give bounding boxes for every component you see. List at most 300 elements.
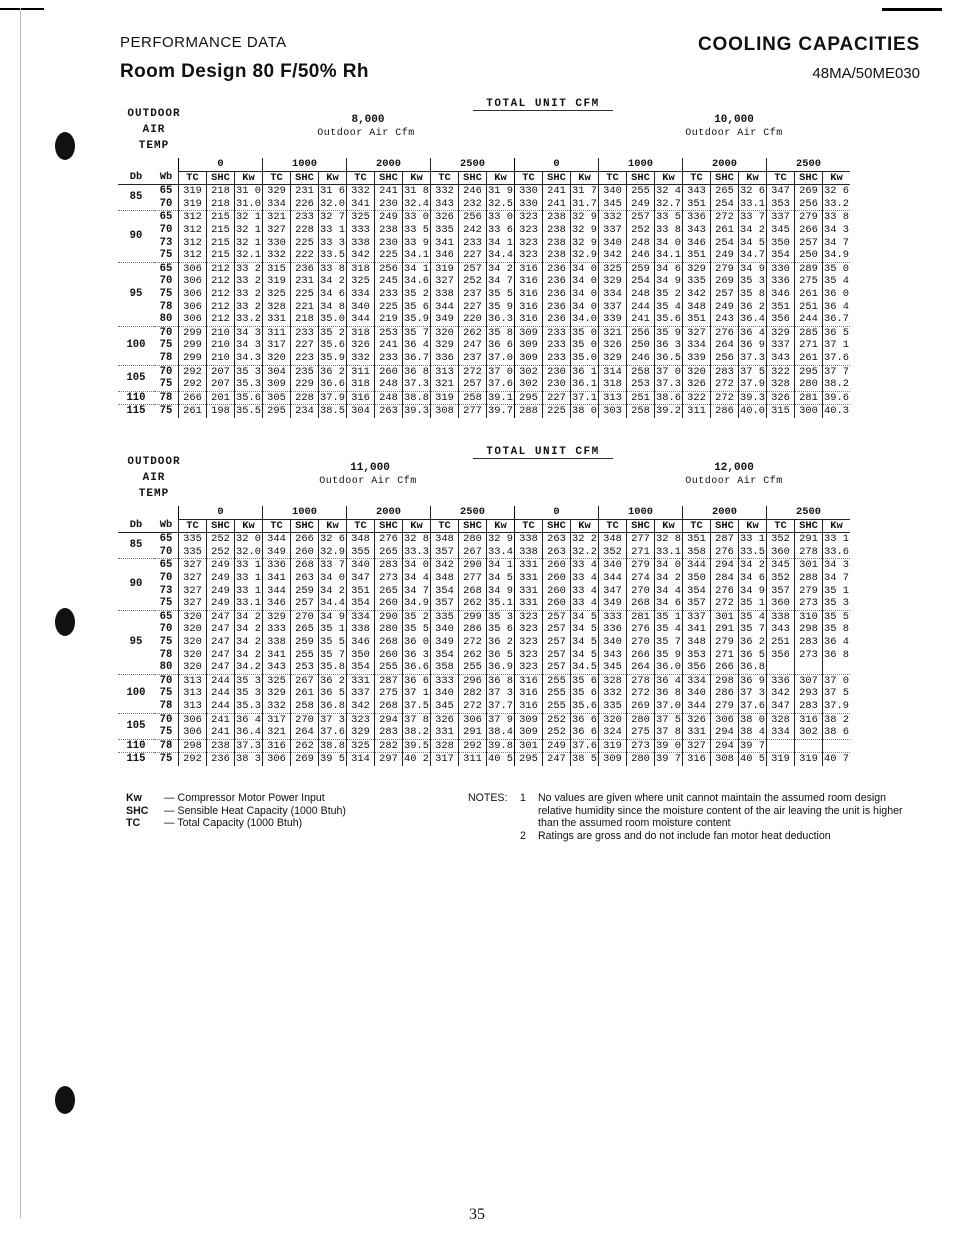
value-cell-kw: 35.6	[320, 339, 345, 352]
value-cell-tc: 337	[767, 339, 795, 352]
value-cell-kw: 36 5	[824, 326, 849, 339]
value-cell-shc: 270	[291, 713, 319, 726]
column-header-kw: Kw	[823, 519, 851, 533]
value-cell-tc: 351	[347, 585, 375, 598]
column-header-row	[118, 519, 850, 533]
value-cell-kw: 34 5	[572, 635, 597, 648]
value-cell-shc: 311	[459, 753, 487, 766]
value-cell-shc: 280	[375, 623, 403, 636]
value-cell-kw: 38.8	[320, 739, 345, 752]
value-cell-kw: 34 7	[404, 584, 429, 597]
value-cell-tc: 251	[767, 636, 795, 649]
value-cell-shc: 284	[711, 572, 739, 585]
value-cell-tc: 320	[179, 636, 207, 649]
value-cell-shc: 244	[627, 301, 655, 314]
value-cell-kw: 35 1	[824, 584, 849, 597]
value-cell-tc: 322	[767, 365, 795, 378]
value-cell-shc: 233	[291, 211, 319, 224]
value-cell-tc: 354	[347, 597, 375, 610]
value-cell-kw: 32.9	[320, 545, 345, 558]
value-cell-tc: 336	[431, 352, 459, 365]
value-cell-tc: 344	[683, 559, 711, 572]
value-cell-shc: 241	[207, 713, 235, 726]
value-cell-tc: 360	[767, 546, 795, 559]
value-cell-shc: 273	[627, 739, 655, 753]
value-cell-tc: 309	[515, 339, 543, 352]
column-header-tc: TC	[179, 171, 207, 185]
value-cell-shc: 280	[795, 378, 823, 391]
value-cell-shc: 269	[291, 753, 319, 766]
value-cell-tc: 326	[683, 378, 711, 391]
table-row	[118, 313, 850, 326]
value-cell-tc: 334	[599, 288, 627, 301]
value-cell-kw: 34 6	[656, 597, 681, 610]
wb-temp-cell: 70	[154, 275, 179, 288]
outdoor-air-cfm-value: 0	[515, 158, 599, 171]
value-cell-tc: 345	[599, 198, 627, 211]
value-cell-kw: 33 1	[740, 533, 765, 546]
value-cell-tc: 341	[347, 198, 375, 211]
outdoor-air-cfm-value: 2500	[431, 506, 515, 519]
value-cell-kw: 36 8	[488, 674, 513, 687]
capacity-table	[118, 158, 850, 418]
value-cell-kw: 36 0	[404, 635, 429, 648]
value-cell-kw: 35 3	[236, 674, 261, 687]
value-cell-tc: 344	[431, 301, 459, 314]
value-cell-shc: 229	[291, 378, 319, 391]
value-cell-shc: 256	[711, 352, 739, 365]
value-cell-shc: 254	[711, 237, 739, 250]
value-cell-kw: 36 4	[656, 674, 681, 687]
value-cell-kw: 34 2	[656, 571, 681, 584]
value-cell-kw: 33 7	[320, 559, 345, 572]
value-cell-tc: 323	[515, 211, 543, 224]
value-cell-kw: 39 7	[740, 739, 765, 752]
value-cell-kw	[823, 661, 851, 674]
value-cell-tc: 309	[515, 713, 543, 726]
value-cell-tc: 319	[767, 753, 795, 766]
value-cell-kw	[823, 739, 851, 753]
value-cell-kw: 33 1	[236, 584, 261, 597]
wb-temp-cell: 70	[154, 713, 179, 726]
value-cell-shc: 261	[291, 687, 319, 700]
column-header-kw: Kw	[655, 519, 683, 533]
value-cell-kw: 35 5	[824, 610, 849, 623]
table-row	[118, 674, 850, 687]
page-number: 35	[469, 1206, 485, 1223]
value-cell-tc: 332	[347, 185, 375, 198]
value-cell-shc: 233	[291, 326, 319, 339]
value-cell-tc: 347	[599, 585, 627, 598]
value-cell-tc: 333	[599, 610, 627, 623]
value-cell-tc: 328	[767, 378, 795, 391]
column-header-kw: Kw	[319, 171, 347, 185]
value-cell-shc: 249	[627, 198, 655, 211]
value-cell-kw: 39.5	[404, 739, 429, 752]
value-cell-shc: 244	[207, 700, 235, 713]
total-unit-cfm-label: TOTAL UNIT CFM	[473, 98, 613, 111]
outdoor-air-cfm-value: 2500	[767, 158, 851, 171]
value-cell-shc: 231	[291, 185, 319, 198]
punch-hole-bottom	[55, 1086, 75, 1114]
value-cell-kw: 34 2	[236, 623, 261, 636]
value-cell-kw: 36 4	[404, 339, 429, 352]
value-cell-kw: 38.6	[656, 391, 681, 404]
value-cell-kw: 34 2	[740, 559, 765, 572]
value-cell-kw: 35 0	[572, 326, 597, 339]
value-cell-shc: 215	[207, 237, 235, 250]
value-cell-shc: 261	[711, 224, 739, 237]
value-cell-kw: 35.8	[320, 661, 345, 674]
value-cell-tc: 335	[431, 610, 459, 623]
value-cell-kw: 34 6	[656, 262, 681, 275]
value-cell-shc: 238	[207, 739, 235, 753]
value-cell-kw: 32 2	[572, 533, 597, 546]
capacity-table	[118, 506, 850, 766]
value-cell-tc: 288	[515, 405, 543, 418]
column-header-shc: SHC	[375, 519, 403, 533]
wb-temp-cell: 70	[154, 546, 179, 559]
value-cell-shc: 255	[459, 661, 487, 674]
value-cell-tc: 349	[599, 597, 627, 610]
value-cell-shc: 247	[207, 661, 235, 674]
value-cell-shc: 252	[543, 726, 571, 739]
value-cell-kw: 34 9	[740, 584, 765, 597]
value-cell-shc: 256	[459, 211, 487, 224]
value-cell-tc: 306	[263, 753, 291, 766]
column-header-db: Db	[118, 519, 154, 533]
value-cell-shc: 275	[375, 687, 403, 700]
value-cell-shc: 236	[543, 301, 571, 314]
value-cell-shc: 238	[543, 237, 571, 250]
value-cell-shc: 257	[795, 237, 823, 250]
column-header-row	[118, 171, 850, 185]
value-cell-tc: 338	[347, 237, 375, 250]
value-cell-tc: 325	[263, 288, 291, 301]
value-cell-kw: 34 0	[320, 571, 345, 584]
value-cell-tc: 349	[263, 546, 291, 559]
value-cell-shc: 255	[543, 700, 571, 713]
value-cell-shc: 252	[543, 713, 571, 726]
value-cell-kw: 37.9	[740, 378, 765, 391]
cfm-value-right: 12,000	[714, 462, 754, 474]
value-cell-kw: 33 2	[236, 287, 261, 300]
value-cell-kw: 31.0	[236, 197, 261, 210]
value-cell-tc: 329	[263, 687, 291, 700]
value-cell-shc: 283	[375, 726, 403, 739]
value-cell-tc: 356	[683, 661, 711, 674]
value-cell-tc: 323	[515, 649, 543, 662]
value-cell-kw: 33.4	[488, 545, 513, 558]
value-cell-tc: 353	[767, 198, 795, 211]
value-cell-shc: 236	[291, 262, 319, 275]
value-cell-shc: 246	[627, 249, 655, 262]
value-cell-kw: 36 1	[572, 365, 597, 378]
value-cell-shc: 269	[711, 275, 739, 288]
value-cell-kw: 35 3	[488, 610, 513, 623]
value-cell-shc: 272	[711, 391, 739, 405]
value-cell-kw: 35 3	[824, 597, 849, 610]
table-row	[118, 597, 850, 610]
value-cell-kw: 37.9	[824, 699, 849, 712]
value-cell-kw: 36.4	[236, 726, 261, 739]
value-cell-shc: 286	[711, 405, 739, 418]
value-cell-kw: 32 6	[320, 533, 345, 546]
value-cell-shc: 276	[627, 623, 655, 636]
value-cell-tc: 347	[767, 700, 795, 713]
value-cell-tc: 340	[431, 623, 459, 636]
wb-temp-cell: 65	[154, 211, 179, 224]
value-cell-kw: 35.6	[656, 313, 681, 326]
value-cell-shc: 274	[627, 572, 655, 585]
value-cell-shc: 272	[459, 636, 487, 649]
value-cell-tc: 292	[179, 365, 207, 378]
value-cell-kw: 36 2	[320, 674, 345, 687]
value-cell-shc: 302	[795, 726, 823, 739]
column-header-kw: Kw	[487, 171, 515, 185]
cfm-value-right: 10,000	[714, 114, 754, 126]
value-cell-shc: 276	[711, 326, 739, 339]
value-cell-shc: 287	[711, 533, 739, 546]
value-cell-kw: 34 0	[572, 275, 597, 288]
table-row	[118, 636, 850, 649]
value-cell-tc: 357	[683, 597, 711, 610]
value-cell-kw: 35 4	[824, 275, 849, 288]
value-cell-kw: 37.3	[656, 378, 681, 391]
value-cell-kw: 33 4	[572, 571, 597, 584]
value-cell-kw: 37 8	[404, 713, 429, 726]
value-cell-tc: 354	[347, 661, 375, 674]
value-cell-tc: 312	[179, 211, 207, 224]
value-cell-shc: 227	[291, 339, 319, 352]
value-cell-kw: 36.8	[740, 661, 765, 674]
value-cell-kw: 33.1	[656, 545, 681, 558]
column-header-shc: SHC	[711, 171, 739, 185]
value-cell-kw: 37 0	[824, 674, 849, 687]
value-cell-tc: 343	[599, 649, 627, 662]
value-cell-shc: 267	[291, 674, 319, 687]
value-cell-kw: 32.2	[572, 545, 597, 558]
value-cell-shc: 250	[627, 339, 655, 352]
value-cell-shc: 212	[207, 313, 235, 326]
value-cell-kw: 33 7	[740, 211, 765, 224]
value-cell-kw: 34 8	[320, 300, 345, 313]
value-cell-tc: 306	[179, 713, 207, 726]
value-cell-kw: 35 1	[656, 610, 681, 623]
value-cell-tc: 341	[431, 237, 459, 250]
value-cell-shc: 250	[795, 249, 823, 262]
column-header-shc: SHC	[711, 519, 739, 533]
value-cell-tc: 340	[347, 301, 375, 314]
value-cell-shc: 271	[711, 649, 739, 662]
value-cell-kw: 39 0	[656, 739, 681, 752]
value-cell-shc: 278	[627, 674, 655, 687]
value-cell-tc: 343	[767, 623, 795, 636]
value-cell-tc: 330	[515, 198, 543, 211]
value-cell-shc: 252	[459, 275, 487, 288]
value-cell-kw: 31 0	[236, 185, 261, 198]
page-title: Room Design 80 F/50% Rh	[120, 61, 369, 82]
value-cell-tc: 327	[431, 275, 459, 288]
value-cell-kw: 32.1	[236, 249, 261, 262]
value-cell-tc: 334	[683, 339, 711, 352]
corner-mark-left	[0, 8, 44, 10]
value-cell-tc: 350	[683, 572, 711, 585]
value-cell-tc: 261	[179, 405, 207, 418]
value-cell-shc: 236	[207, 753, 235, 766]
value-cell-kw: 36 8	[824, 648, 849, 661]
value-cell-tc: 331	[515, 585, 543, 598]
value-cell-shc: 301	[711, 610, 739, 623]
value-cell-shc: 262	[459, 597, 487, 610]
value-cell-shc: 264	[291, 726, 319, 739]
value-cell-kw: 35 5	[404, 623, 429, 636]
value-cell-kw: 33 1	[236, 559, 261, 572]
column-header-shc: SHC	[627, 519, 655, 533]
value-cell-tc: 344	[263, 585, 291, 598]
column-header-kw: Kw	[739, 519, 767, 533]
value-cell-shc: 257	[543, 636, 571, 649]
value-cell-shc: 225	[543, 405, 571, 418]
value-cell-kw: 34.4	[488, 249, 513, 262]
value-cell-tc: 306	[179, 262, 207, 275]
value-cell-tc: 326	[431, 211, 459, 224]
value-cell-shc: 260	[291, 546, 319, 559]
value-cell-kw: 39.1	[488, 391, 513, 404]
value-cell-shc: 225	[375, 249, 403, 262]
value-cell-shc: 265	[375, 585, 403, 598]
page-heading: COOLING CAPACITIES	[698, 34, 920, 55]
value-cell-shc: 283	[795, 636, 823, 649]
value-cell-tc: 312	[179, 224, 207, 237]
value-cell-kw: 37 3	[740, 687, 765, 700]
value-cell-shc: 290	[375, 610, 403, 623]
value-cell-kw: 40.0	[740, 405, 765, 418]
value-cell-shc: 290	[459, 559, 487, 572]
db-temp-cell: 85	[118, 185, 154, 211]
table-row	[118, 687, 850, 700]
value-cell-shc: 249	[543, 739, 571, 753]
value-cell-tc: 298	[179, 739, 207, 753]
value-cell-tc: 333	[263, 623, 291, 636]
value-cell-shc: 262	[459, 649, 487, 662]
value-cell-shc: 295	[795, 365, 823, 378]
outdoor-air-cfm-value: 2000	[347, 506, 431, 519]
value-cell-tc: 317	[263, 339, 291, 352]
outdoor-air-cfm-label-left: Outdoor Air Cfm	[319, 476, 417, 487]
value-cell-kw: 35.9	[404, 313, 429, 326]
value-cell-shc: 212	[207, 262, 235, 275]
value-cell-shc: 207	[207, 378, 235, 391]
column-header-tc: TC	[599, 171, 627, 185]
value-cell-tc: 342	[347, 700, 375, 713]
value-cell-kw: 36.7	[404, 351, 429, 364]
value-cell-kw: 33 1	[320, 223, 345, 236]
value-cell-kw: 33 4	[572, 559, 597, 572]
value-cell-shc: 212	[207, 288, 235, 301]
value-cell-shc: 277	[459, 405, 487, 418]
model-number: 48MA/50ME030	[812, 65, 920, 82]
column-header-kw: Kw	[739, 171, 767, 185]
value-cell-shc: 248	[627, 288, 655, 301]
column-header-shc: SHC	[459, 519, 487, 533]
value-cell-shc: 241	[375, 339, 403, 352]
value-cell-kw: 37.9	[320, 391, 345, 404]
value-cell-kw: 34 5	[572, 623, 597, 636]
value-cell-tc: 309	[515, 352, 543, 365]
value-cell-tc: 333	[431, 674, 459, 687]
value-cell-shc: 231	[291, 275, 319, 288]
value-cell-shc: 236	[543, 313, 571, 326]
value-cell-kw: 32 4	[656, 185, 681, 198]
value-cell-kw: 31 9	[488, 185, 513, 198]
notes	[468, 792, 918, 842]
value-cell-tc: 316	[515, 313, 543, 326]
value-cell-tc: 330	[767, 262, 795, 275]
value-cell-shc: 218	[207, 198, 235, 211]
wb-temp-cell: 78	[154, 301, 179, 314]
value-cell-shc: 243	[711, 313, 739, 326]
column-header-tc: TC	[179, 519, 207, 533]
value-cell-tc: 318	[347, 262, 375, 275]
value-cell-kw: 32 8	[404, 533, 429, 546]
value-cell-shc: 296	[459, 674, 487, 687]
value-cell-shc: 279	[795, 211, 823, 224]
value-cell-kw: 35 6	[572, 687, 597, 700]
value-cell-tc: 340	[347, 559, 375, 572]
value-cell-shc: 270	[627, 585, 655, 598]
value-cell-tc: 329	[263, 610, 291, 623]
value-cell-kw: 37.6	[740, 699, 765, 712]
value-cell-tc: 356	[767, 649, 795, 662]
value-cell-kw: 34 3	[236, 339, 261, 352]
value-cell-tc: 331	[515, 559, 543, 572]
value-cell-tc: 292	[179, 378, 207, 391]
value-cell-shc: 301	[795, 559, 823, 572]
value-cell-kw: 34.7	[740, 249, 765, 262]
value-cell-shc: 260	[543, 597, 571, 610]
value-cell-shc: 249	[207, 597, 235, 610]
value-cell-tc: 355	[347, 546, 375, 559]
value-cell-tc: 345	[767, 224, 795, 237]
outdoor-air-cfm-value: 2000	[683, 506, 767, 519]
value-cell-shc: 281	[795, 391, 823, 405]
value-cell-tc: 295	[515, 753, 543, 766]
value-cell-kw: 35 7	[404, 326, 429, 339]
value-cell-tc: 336	[683, 211, 711, 224]
value-cell-kw: 34 2	[236, 648, 261, 661]
value-cell-tc: 353	[683, 649, 711, 662]
value-cell-tc: 320	[599, 713, 627, 726]
value-cell-shc: 252	[627, 224, 655, 237]
value-cell-tc: 342	[599, 249, 627, 262]
value-cell-tc: 319	[179, 185, 207, 198]
wb-temp-cell: 78	[154, 391, 179, 405]
table-row	[118, 713, 850, 726]
value-cell-shc: 258	[627, 365, 655, 378]
column-header-wb: Wb	[154, 171, 179, 185]
capacity-table-block-2	[118, 446, 918, 776]
value-cell-kw: 34 3	[236, 326, 261, 339]
value-cell-tc: 354	[683, 585, 711, 598]
value-cell-tc: 313	[179, 700, 207, 713]
value-cell-tc: 357	[431, 546, 459, 559]
value-cell-tc: 316	[515, 301, 543, 314]
value-cell-shc: 298	[795, 623, 823, 636]
value-cell-kw: 32 1	[236, 211, 261, 224]
value-cell-kw: 36 6	[572, 713, 597, 726]
value-cell-shc: 245	[375, 275, 403, 288]
